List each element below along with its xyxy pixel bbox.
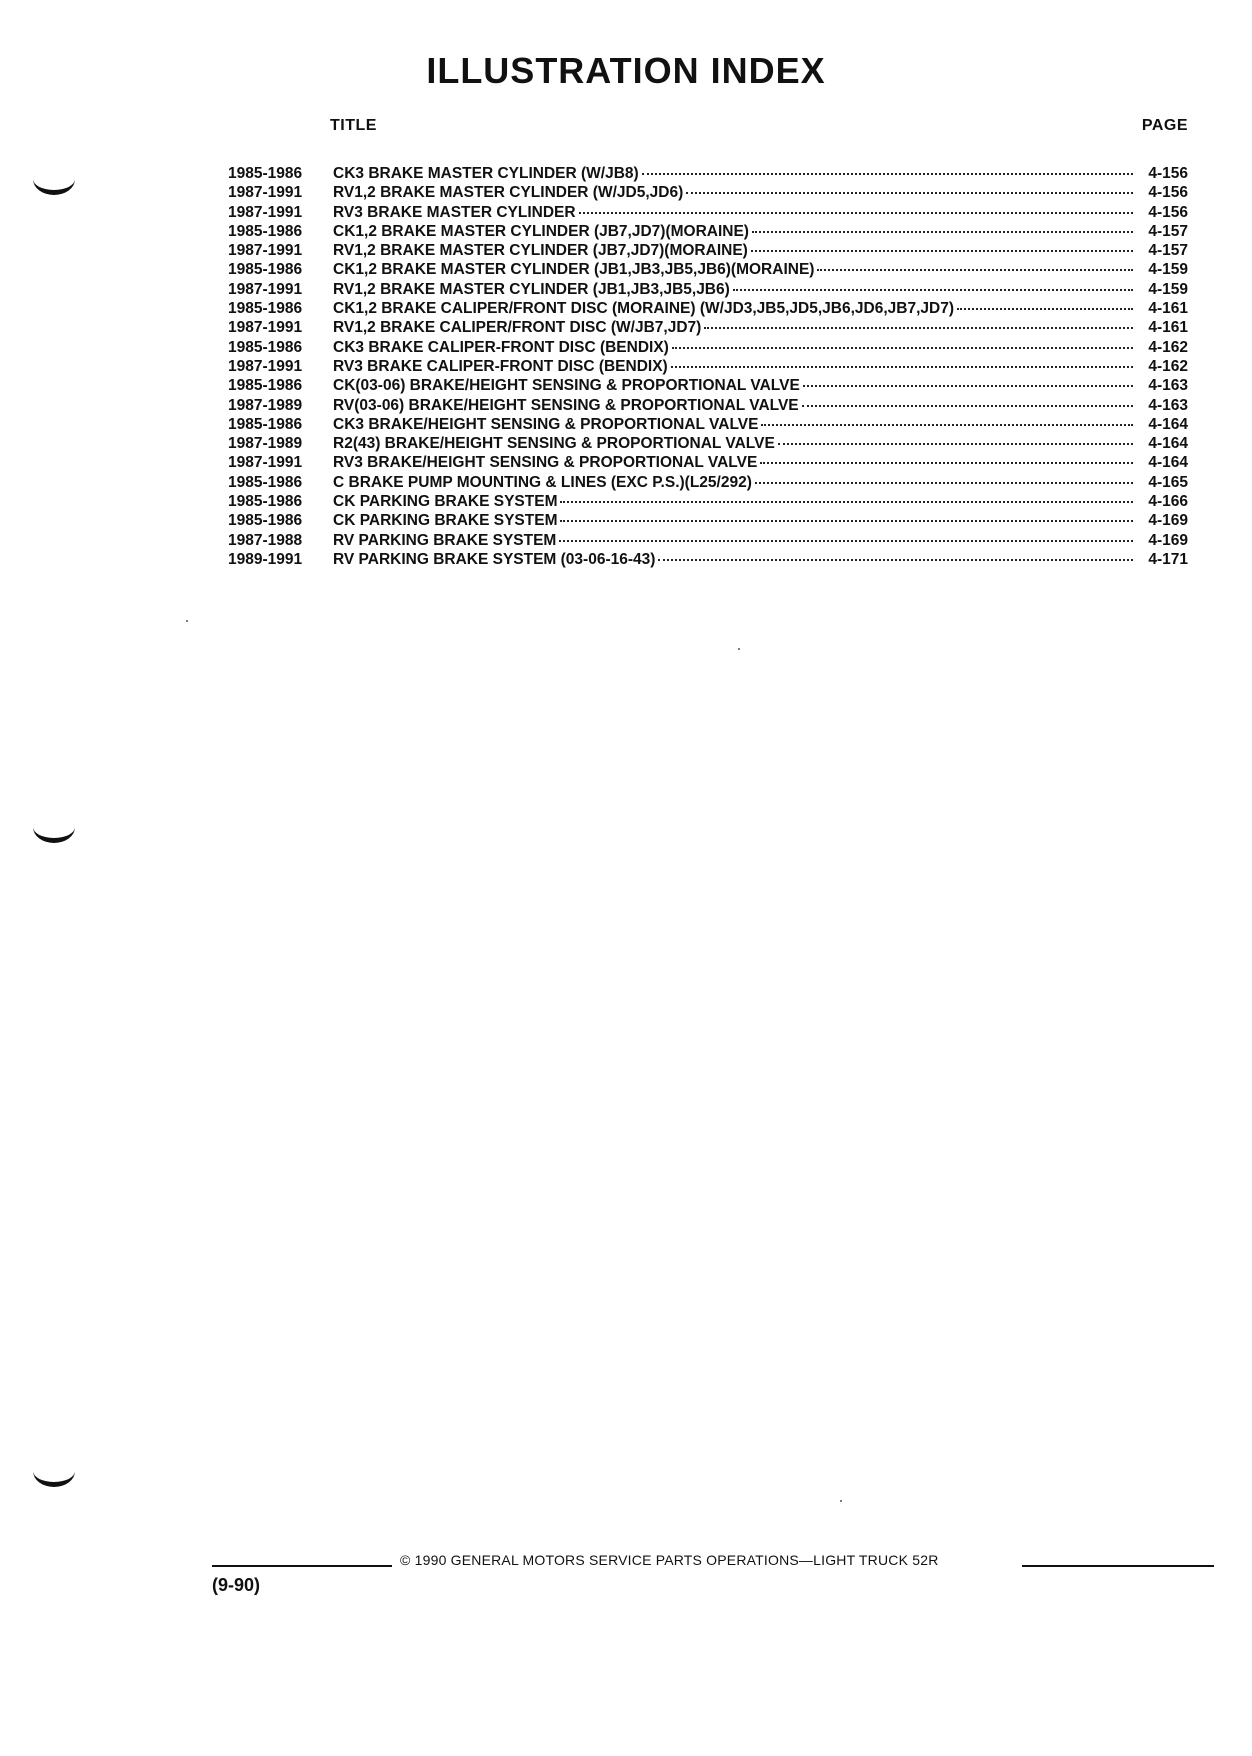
- index-entry: [228, 473, 1188, 492]
- index-list: [228, 164, 1188, 569]
- index-entry: [228, 434, 1188, 453]
- dot-leader: [778, 443, 1133, 445]
- entry-title: RV3 BRAKE MASTER CYLINDER: [333, 203, 576, 221]
- dot-leader: [704, 327, 1133, 329]
- entry-page: 4-162: [1148, 357, 1188, 375]
- entry-years: 1985-1986: [228, 261, 303, 279]
- index-entry: [228, 357, 1188, 376]
- dot-leader: [559, 540, 1133, 542]
- index-entry: [228, 203, 1188, 222]
- index-entry: [228, 415, 1188, 434]
- entry-years: 1987-1989: [228, 435, 303, 453]
- index-entry: [228, 299, 1188, 318]
- entry-title: C BRAKE PUMP MOUNTING & LINES (EXC P.S.)(L25/292): [333, 473, 752, 491]
- dot-leader: [957, 308, 1133, 310]
- footer-copyright: © 1990 GENERAL MOTORS SERVICE PARTS OPERATIONS—LIGHT TRUCK 52R: [400, 1552, 939, 1568]
- entry-page: 4-163: [1148, 396, 1188, 414]
- entry-page: 4-156: [1148, 203, 1188, 221]
- entry-page: 4-157: [1148, 242, 1188, 260]
- entry-title: RV1,2 BRAKE MASTER CYLINDER (JB1,JB3,JB5,JB6): [333, 280, 730, 298]
- entry-page: 4-169: [1148, 512, 1188, 530]
- dot-leader: [733, 289, 1133, 291]
- index-entry: [228, 492, 1188, 511]
- entry-title: CK3 BRAKE MASTER CYLINDER (W/JB8): [333, 165, 639, 182]
- entry-years: 1985-1986: [228, 300, 303, 318]
- dot-leader: [817, 269, 1133, 271]
- entry-years: 1985-1986: [228, 415, 303, 433]
- dot-leader: [752, 231, 1133, 233]
- dot-leader: [802, 405, 1133, 407]
- scan-speck: [840, 1500, 842, 1502]
- index-entry: [228, 222, 1188, 241]
- dot-leader: [642, 173, 1133, 175]
- index-entry: [228, 511, 1188, 530]
- index-entry: [228, 453, 1188, 472]
- entry-title: CK PARKING BRAKE SYSTEM: [333, 493, 558, 511]
- entry-page: 4-159: [1148, 261, 1188, 279]
- entry-years: 1985-1986: [228, 165, 303, 182]
- entry-page: 4-163: [1148, 377, 1188, 395]
- footer-rule-left: [212, 1565, 392, 1567]
- page-title: ILLUSTRATION INDEX: [426, 50, 826, 91]
- entry-years: 1987-1991: [228, 454, 303, 472]
- entry-title: R2(43) BRAKE/HEIGHT SENSING & PROPORTIONAL VALVE: [333, 435, 775, 453]
- entry-page: 4-156: [1148, 165, 1188, 182]
- entry-years: 1985-1986: [228, 512, 303, 530]
- entry-title: CK3 BRAKE/HEIGHT SENSING & PROPORTIONAL VALVE: [333, 415, 759, 433]
- entry-title: RV(03-06) BRAKE/HEIGHT SENSING & PROPORTIONAL VALVE: [333, 396, 799, 414]
- entry-page: 4-164: [1148, 454, 1188, 472]
- entry-page: 4-157: [1148, 222, 1188, 240]
- entry-page: 4-159: [1148, 280, 1188, 298]
- entry-years: 1987-1991: [228, 357, 303, 375]
- entry-page: 4-156: [1148, 184, 1188, 202]
- index-entry: [228, 164, 1188, 183]
- entry-title: RV1,2 BRAKE CALIPER/FRONT DISC (W/JB7,JD7): [333, 319, 702, 337]
- index-entry: [228, 280, 1188, 299]
- dot-leader: [560, 520, 1133, 522]
- entry-title: CK1,2 BRAKE CALIPER/FRONT DISC (MORAINE) (W/JD3,JB5,JD5,JB6,JD6,JB7,JD7): [333, 300, 954, 318]
- entry-title: CK1,2 BRAKE MASTER CYLINDER (JB1,JB3,JB5,JB6)(MORAINE): [333, 261, 815, 279]
- scan-speck: [186, 620, 188, 622]
- dot-leader: [658, 559, 1133, 561]
- entry-years: 1987-1991: [228, 184, 303, 202]
- entry-page: 4-166: [1148, 493, 1188, 511]
- entry-title: RV3 BRAKE/HEIGHT SENSING & PROPORTIONAL VALVE: [333, 454, 758, 472]
- dot-leader: [672, 347, 1133, 349]
- index-entry: [228, 183, 1188, 202]
- entry-title: RV1,2 BRAKE MASTER CYLINDER (JB7,JD7)(MORAINE): [333, 242, 748, 260]
- entry-years: 1987-1991: [228, 319, 303, 337]
- dot-leader: [803, 385, 1133, 387]
- index-entry: [228, 531, 1188, 550]
- entry-title: CK PARKING BRAKE SYSTEM: [333, 512, 558, 530]
- column-header-page: PAGE: [1141, 117, 1188, 134]
- entry-page: 4-169: [1148, 531, 1188, 549]
- entry-years: 1985-1986: [228, 493, 303, 511]
- entry-years: 1987-1989: [228, 396, 303, 414]
- entry-title: RV3 BRAKE CALIPER-FRONT DISC (BENDIX): [333, 357, 668, 375]
- binder-hole-mark: [33, 824, 75, 843]
- entry-page: 4-171: [1148, 550, 1188, 568]
- entry-page: 4-165: [1148, 473, 1188, 491]
- column-header-title: TITLE: [330, 117, 377, 134]
- binder-hole-mark: [33, 176, 75, 195]
- index-entry: [228, 318, 1188, 337]
- scan-speck: [738, 648, 740, 650]
- index-entry: [228, 260, 1188, 279]
- entry-page: 4-164: [1148, 435, 1188, 453]
- entry-years: 1985-1986: [228, 338, 303, 356]
- dot-leader: [760, 462, 1133, 464]
- entry-years: 1989-1991: [228, 550, 303, 568]
- binder-hole-mark: [33, 1468, 75, 1487]
- index-entry: [228, 550, 1188, 569]
- footer-rule-right: [1022, 1565, 1214, 1567]
- entry-title: RV PARKING BRAKE SYSTEM: [333, 531, 557, 549]
- dot-leader: [560, 501, 1133, 503]
- entry-title: CK3 BRAKE CALIPER-FRONT DISC (BENDIX): [333, 338, 669, 356]
- dot-leader: [755, 482, 1133, 484]
- entry-title: RV1,2 BRAKE MASTER CYLINDER (W/JD5,JD6): [333, 184, 684, 202]
- index-entry: [228, 376, 1188, 395]
- entry-page: 4-161: [1148, 319, 1188, 337]
- index-entry: [228, 396, 1188, 415]
- entry-years: 1987-1991: [228, 203, 303, 221]
- entry-years: 1985-1986: [228, 222, 303, 240]
- entry-title: RV PARKING BRAKE SYSTEM (03-06-16-43): [333, 550, 656, 568]
- entry-title: CK(03-06) BRAKE/HEIGHT SENSING & PROPORTIONAL VALVE: [333, 377, 800, 395]
- footer-date-code: (9-90): [212, 1575, 261, 1595]
- entry-years: 1987-1988: [228, 531, 303, 549]
- dot-leader: [686, 192, 1133, 194]
- entry-years: 1985-1986: [228, 473, 303, 491]
- dot-leader: [761, 424, 1133, 426]
- entry-page: 4-164: [1148, 415, 1188, 433]
- index-entry: [228, 241, 1188, 260]
- dot-leader: [671, 366, 1133, 368]
- entry-page: 4-161: [1148, 300, 1188, 318]
- entry-years: 1985-1986: [228, 377, 303, 395]
- dot-leader: [751, 250, 1133, 252]
- entry-title: CK1,2 BRAKE MASTER CYLINDER (JB7,JD7)(MORAINE): [333, 222, 749, 240]
- entry-page: 4-162: [1148, 338, 1188, 356]
- dot-leader: [579, 212, 1133, 214]
- entry-years: 1987-1991: [228, 280, 303, 298]
- entry-years: 1987-1991: [228, 242, 303, 260]
- index-entry: [228, 338, 1188, 357]
